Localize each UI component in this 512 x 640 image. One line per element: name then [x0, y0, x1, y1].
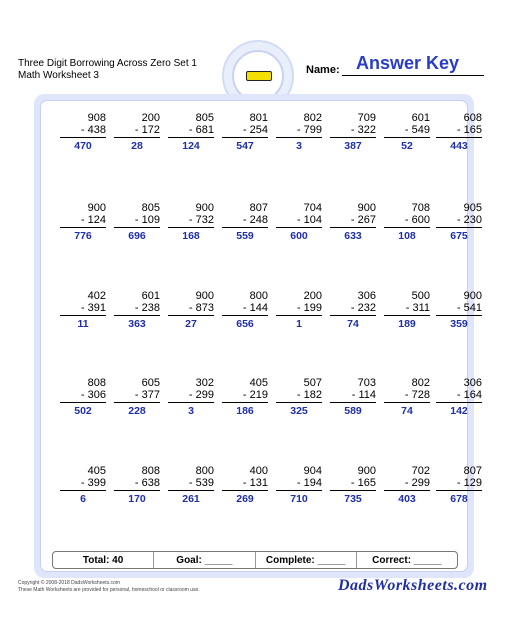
- answer-rule: [330, 137, 376, 138]
- answer-value: 325: [290, 405, 308, 417]
- answer-value: 228: [128, 405, 146, 417]
- minuend: 405: [249, 377, 268, 389]
- subtraction-problem: [60, 377, 106, 417]
- subtraction-problem: [276, 112, 322, 152]
- subtraction-problem: [436, 465, 482, 505]
- answer-value: 6: [80, 493, 86, 505]
- subtraction-problem: [114, 290, 160, 330]
- subtraction-problem: [436, 202, 482, 242]
- minuend: 708: [411, 202, 430, 214]
- subtraction-problem: [60, 202, 106, 242]
- answer-rule: [384, 490, 430, 491]
- answer-value: 142: [450, 405, 468, 417]
- answer-value: 108: [398, 230, 416, 242]
- answer-value: 28: [131, 140, 143, 152]
- subtrahend: - 311: [405, 302, 430, 314]
- answer-rule: [168, 315, 214, 316]
- subtrahend: - 299: [404, 477, 430, 489]
- minuend: 608: [463, 112, 482, 124]
- subtraction-problem: [384, 377, 430, 417]
- subtrahend: - 638: [134, 477, 160, 489]
- answer-rule: [436, 315, 482, 316]
- answer-value: 11: [77, 318, 89, 330]
- subtraction-problem: [114, 465, 160, 505]
- minuend: 200: [141, 112, 160, 124]
- minuend: 402: [87, 290, 106, 302]
- answer-value: 502: [74, 405, 92, 417]
- answer-value: 168: [182, 230, 200, 242]
- answer-value: 589: [344, 405, 362, 417]
- answer-value: 547: [236, 140, 254, 152]
- subtrahend: - 254: [242, 124, 268, 136]
- subtrahend: - 194: [296, 477, 322, 489]
- subtraction-problem: [114, 377, 160, 417]
- answer-rule: [168, 490, 214, 491]
- answer-value: 443: [450, 140, 468, 152]
- minuend: 306: [463, 377, 482, 389]
- subtraction-problem: [60, 465, 106, 505]
- subtrahend: - 549: [404, 124, 430, 136]
- answer-value: 403: [398, 493, 416, 505]
- answer-value: 559: [236, 230, 254, 242]
- answer-rule: [168, 402, 214, 403]
- answer-value: 656: [236, 318, 254, 330]
- answer-rule: [330, 315, 376, 316]
- answer-rule: [114, 402, 160, 403]
- answer-rule: [222, 490, 268, 491]
- subtrahend: - 165: [456, 124, 482, 136]
- subtrahend: - 539: [188, 477, 214, 489]
- answer-value: 633: [344, 230, 362, 242]
- subtrahend: - 873: [188, 302, 214, 314]
- answer-rule: [384, 315, 430, 316]
- name-label: Name:: [306, 64, 340, 76]
- subtraction-problem: [222, 202, 268, 242]
- pencil-icon: [246, 71, 272, 81]
- subtrahend: - 377: [134, 389, 160, 401]
- subtrahend: - 144: [242, 302, 268, 314]
- answer-value: 3: [188, 405, 194, 417]
- subtraction-problem: [168, 112, 214, 152]
- subtraction-problem: [330, 290, 376, 330]
- summary-complete: Complete: _____: [255, 552, 356, 568]
- minuend: 400: [249, 465, 268, 477]
- subtrahend: - 732: [188, 214, 214, 226]
- answer-rule: [436, 490, 482, 491]
- subtraction-problem: [222, 377, 268, 417]
- subtrahend: - 219: [242, 389, 268, 401]
- subtraction-problem: [276, 290, 322, 330]
- name-field: [302, 55, 492, 79]
- subtrahend: - 438: [80, 124, 106, 136]
- subtraction-problem: [384, 202, 430, 242]
- answer-value: 74: [401, 405, 413, 417]
- subtrahend: - 306: [80, 389, 106, 401]
- answer-value: 186: [236, 405, 254, 417]
- answer-rule: [436, 402, 482, 403]
- subtrahend: - 230: [456, 214, 482, 226]
- subtrahend: - 600: [404, 214, 430, 226]
- copyright-line-1: Copyright © 2008-2018 DadsWorksheets.com: [18, 580, 120, 586]
- answer-rule: [60, 402, 106, 403]
- answer-value: 735: [344, 493, 362, 505]
- answer-key-label: Answer Key: [356, 53, 460, 73]
- minuend: 200: [303, 290, 322, 302]
- answer-rule: [276, 227, 322, 228]
- minuend: 908: [87, 112, 106, 124]
- subtraction-problem: [168, 377, 214, 417]
- minuend: 807: [463, 465, 482, 477]
- answer-value: 675: [450, 230, 468, 242]
- subtraction-problem: [330, 112, 376, 152]
- answer-rule: [222, 402, 268, 403]
- answer-value: 27: [185, 318, 197, 330]
- subtrahend: - 114: [351, 389, 376, 401]
- subtrahend: - 109: [134, 214, 160, 226]
- subtraction-problem: [330, 377, 376, 417]
- answer-rule: [222, 227, 268, 228]
- subtrahend: - 248: [242, 214, 268, 226]
- subtrahend: - 238: [134, 302, 160, 314]
- answer-rule: [60, 227, 106, 228]
- minuend: 805: [141, 202, 160, 214]
- minuend: 405: [87, 465, 106, 477]
- subtrahend: - 267: [350, 214, 376, 226]
- subtrahend: - 172: [134, 124, 160, 136]
- subtraction-problem: [276, 377, 322, 417]
- minuend: 808: [141, 465, 160, 477]
- answer-rule: [114, 315, 160, 316]
- subtrahend: - 681: [188, 124, 214, 136]
- subtraction-problem: [60, 112, 106, 152]
- minuend: 709: [357, 112, 376, 124]
- name-underline: [342, 75, 484, 76]
- subtrahend: - 164: [456, 389, 482, 401]
- summary-correct: Correct: _____: [356, 552, 457, 568]
- answer-value: 710: [290, 493, 308, 505]
- subtraction-problem: [168, 290, 214, 330]
- subtrahend: - 104: [296, 214, 322, 226]
- title-line-2: Math Worksheet 3: [18, 70, 99, 81]
- summary-goal: Goal: _____: [153, 552, 254, 568]
- answer-value: 776: [74, 230, 92, 242]
- subtraction-problem: [222, 465, 268, 505]
- answer-rule: [168, 137, 214, 138]
- subtrahend: - 399: [80, 477, 106, 489]
- answer-rule: [222, 315, 268, 316]
- subtrahend: - 232: [350, 302, 376, 314]
- answer-value: 124: [182, 140, 200, 152]
- answer-value: 1: [296, 318, 302, 330]
- minuend: 507: [303, 377, 322, 389]
- subtrahend: - 129: [456, 477, 482, 489]
- answer-rule: [384, 227, 430, 228]
- subtrahend: - 131: [242, 477, 268, 489]
- answer-rule: [60, 137, 106, 138]
- minuend: 904: [303, 465, 322, 477]
- subtraction-problem: [168, 465, 214, 505]
- minuend: 601: [411, 112, 430, 124]
- minuend: 807: [249, 202, 268, 214]
- minuend: 805: [195, 112, 214, 124]
- subtraction-problem: [330, 465, 376, 505]
- answer-value: 363: [128, 318, 146, 330]
- answer-rule: [276, 402, 322, 403]
- minuend: 702: [411, 465, 430, 477]
- answer-value: 269: [236, 493, 254, 505]
- answer-rule: [168, 227, 214, 228]
- answer-rule: [436, 137, 482, 138]
- subtraction-problem: [384, 465, 430, 505]
- answer-rule: [330, 227, 376, 228]
- minuend: 900: [357, 465, 376, 477]
- minuend: 601: [141, 290, 160, 302]
- minuend: 801: [249, 112, 268, 124]
- subtraction-problem: [114, 202, 160, 242]
- answer-value: 678: [450, 493, 468, 505]
- minuend: 800: [249, 290, 268, 302]
- subtraction-problem: [114, 112, 160, 152]
- subtrahend: - 728: [404, 389, 430, 401]
- subtraction-problem: [384, 112, 430, 152]
- subtraction-problem: [276, 465, 322, 505]
- answer-value: 74: [347, 318, 359, 330]
- answer-rule: [330, 490, 376, 491]
- minuend: 302: [195, 377, 214, 389]
- answer-rule: [60, 315, 106, 316]
- minuend: 605: [141, 377, 160, 389]
- answer-rule: [330, 402, 376, 403]
- answer-rule: [114, 490, 160, 491]
- answer-value: 189: [398, 318, 416, 330]
- answer-rule: [276, 137, 322, 138]
- minuend: 500: [411, 290, 430, 302]
- minuend: 800: [195, 465, 214, 477]
- minuend: 900: [357, 202, 376, 214]
- subtrahend: - 541: [456, 302, 482, 314]
- summary-total: Total: 40: [82, 554, 124, 566]
- summary-bar: [52, 551, 458, 569]
- answer-value: 359: [450, 318, 468, 330]
- subtrahend: - 322: [350, 124, 376, 136]
- subtraction-problem: [222, 112, 268, 152]
- worksheet-title: [18, 58, 197, 82]
- subtraction-problem: [384, 290, 430, 330]
- answer-rule: [384, 402, 430, 403]
- subtraction-problem: [222, 290, 268, 330]
- answer-rule: [276, 315, 322, 316]
- copyright-notice: [18, 580, 200, 594]
- dadsworksheets-logo[interactable]: DadsWorksheets.com: [338, 577, 488, 594]
- answer-value: 261: [182, 493, 200, 505]
- answer-value: 470: [74, 140, 92, 152]
- title-line-1: Three Digit Borrowing Across Zero Set 1: [18, 58, 197, 69]
- subtraction-problem: [168, 202, 214, 242]
- answer-value: 52: [401, 140, 413, 152]
- minuend: 905: [463, 202, 482, 214]
- subtraction-problem: [330, 202, 376, 242]
- subtrahend: - 391: [80, 302, 106, 314]
- copyright-line-2: These Math Worksheets are provided for personal, homeschool or classroom use.: [18, 587, 200, 593]
- answer-rule: [276, 490, 322, 491]
- subtraction-problem: [436, 112, 482, 152]
- subtraction-problem: [60, 290, 106, 330]
- subtrahend: - 199: [296, 302, 322, 314]
- answer-value: 696: [128, 230, 146, 242]
- minuend: 900: [195, 290, 214, 302]
- subtraction-problem: [276, 202, 322, 242]
- answer-rule: [114, 137, 160, 138]
- answer-rule: [384, 137, 430, 138]
- minuend: 306: [357, 290, 376, 302]
- minuend: 802: [411, 377, 430, 389]
- answer-rule: [436, 227, 482, 228]
- answer-rule: [114, 227, 160, 228]
- minuend: 704: [303, 202, 322, 214]
- subtrahend: - 124: [80, 214, 106, 226]
- subtraction-problem: [436, 377, 482, 417]
- subtrahend: - 165: [350, 477, 376, 489]
- subtraction-problem: [436, 290, 482, 330]
- answer-value: 170: [128, 493, 146, 505]
- answer-value: 387: [344, 140, 362, 152]
- minuend: 703: [357, 377, 376, 389]
- minuend: 802: [303, 112, 322, 124]
- answer-value: 3: [296, 140, 302, 152]
- subtrahend: - 182: [296, 389, 322, 401]
- minuend: 808: [87, 377, 106, 389]
- minuend: 900: [195, 202, 214, 214]
- minuend: 900: [87, 202, 106, 214]
- subtrahend: - 299: [188, 389, 214, 401]
- answer-rule: [222, 137, 268, 138]
- answer-value: 600: [290, 230, 308, 242]
- minuend: 900: [463, 290, 482, 302]
- answer-rule: [60, 490, 106, 491]
- subtrahend: - 799: [296, 124, 322, 136]
